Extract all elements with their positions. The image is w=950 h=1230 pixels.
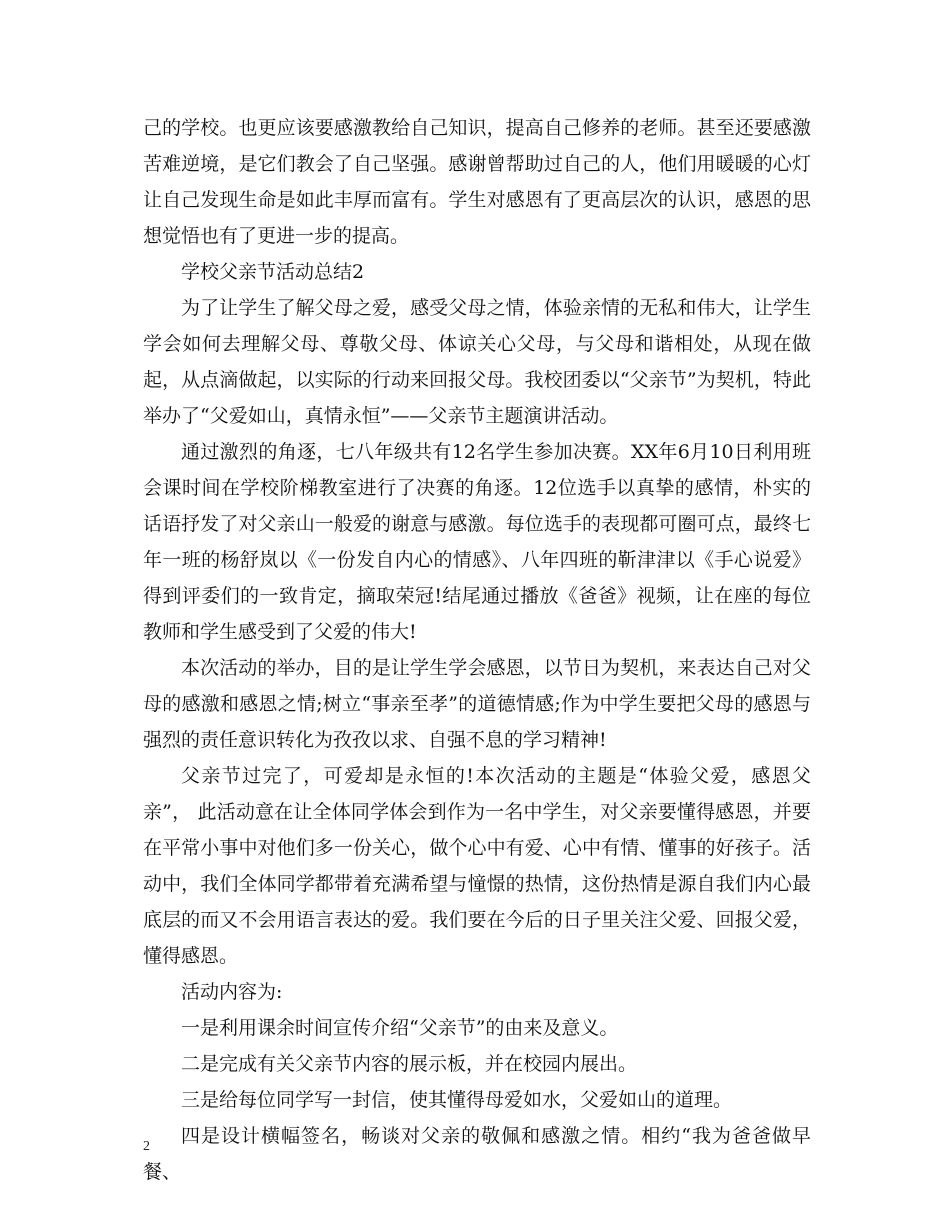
document-body	[143, 110, 811, 1190]
list-intro: 活动内容为:	[181, 981, 283, 1003]
section-heading: 学校父亲节活动总结2	[181, 261, 365, 283]
page-number: 2	[143, 1139, 150, 1154]
list-item: 一是利用课余时间宣传介绍“父亲节”的由来及意义。	[181, 1017, 619, 1039]
paragraph: 父亲节过完了，可爱却是永恒的!本次活动的主题是“体验父爱，感恩父亲”， 此活动意在让全体同学体会到作为一名中学生，对父亲要懂得感恩，并要在平常小事中对他们多一份关心，做个心中有爱、心中有情、懂事的好孩子。活动中，我们全体同学都带着充满希望与憧憬的热情，这份热情是源自我们内心最底层的而又不会用语言表达的爱。我们要在今后的日子里关注父爱、回报父爱，懂得感恩。	[143, 765, 811, 967]
paragraph: 本次活动的举办，目的是让学生学会感恩，以节日为契机，来表达自己对父母的感激和感恩之情;树立“事亲至孝”的道德情感;作为中学生要把父母的感恩与强烈的责任意识转化为孜孜以求、自强不息的学习精神!	[143, 657, 811, 751]
paragraph: 为了让学生了解父母之爱，感受父母之情，体验亲情的无私和伟大，让学生学会如何去理解父母、尊敬父母、体谅关心父母，与父母和谐相处，从现在做起，从点滴做起，以实际的行动来回报父母。我校团委以“父亲节”为契机，特此举办了“父爱如山，真情永恒”——父亲节主题演讲活动。	[143, 297, 811, 427]
list-item: 三是给每位同学写一封信，使其懂得母爱如水，父爱如山的道理。	[181, 1089, 733, 1111]
paragraph: 通过激烈的角逐，七八年级共有12名学生参加决赛。XX年6月10日利用班会课时间在学校阶梯教室进行了决赛的角逐。12位选手以真挚的感情，朴实的话语抒发了对父亲山一般爱的谢意与感激。每位选手的表现都可圈可点，最终七年一班的杨舒岚以《一份发自内心的情感》、八年四班的靳津津以《手心说爱》得到评委们的一致肯定，摘取荣冠!结尾通过播放《爸爸》视频，让在座的每位教师和学生感受到了父爱的伟大!	[143, 441, 811, 643]
list-item: 四是设计横幅签名，畅谈对父亲的敬佩和感激之情。相约“我为爸爸做早餐、	[143, 1125, 811, 1183]
list-item: 二是完成有关父亲节内容的展示板，并在校园内展出。	[181, 1053, 638, 1075]
paragraph-continuation: 己的学校。也更应该要感激教给自己知识，提高自己修养的老师。甚至还要感激苦难逆境，是它们教会了自己坚强。感谢曾帮助过自己的人，他们用暖暖的心灯让自己发现生命是如此丰厚而富有。学生对感恩有了更高层次的认识，感恩的思想觉悟也有了更进一步的提高。	[143, 117, 811, 247]
